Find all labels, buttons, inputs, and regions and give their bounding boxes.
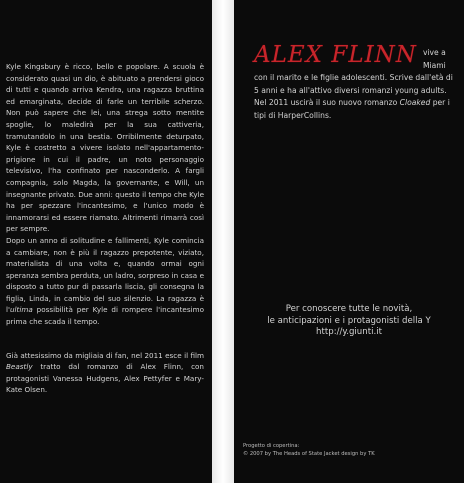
synopsis bbox=[6, 61, 204, 396]
cover-credits bbox=[243, 443, 375, 458]
film-title: Beastly bbox=[6, 362, 33, 372]
credits-line-2: © 2007 by The Heads of State Jacket design by TK bbox=[243, 450, 375, 457]
synopsis-paragraph-3: Già attesissimo da migliaia di fan, nel 2011 esce il film Beastly tratto dal romanzo di Alex Flinn, con protagonisti Vanessa Hudgens, Alex Pettyfer e Mary-Kate Olsen. bbox=[6, 350, 204, 395]
synopsis-paragraph-1: Kyle Kingsbury è ricco, bello e popolare. A scuola è considerato quasi un dio, è abituato a prendersi gioco di tutti e quando arriva Kendra, una ragazza bruttina ed emarginata, decide di farle un terribile scherzo. Non può sapere che lei, una strega sotto mentite spoglie, lo maledirà per la sua cattiveria, tramutandolo in una bestia. Orribilmente deturpato, Kyle è costretto a vivere isolato nell'appartamento-prigione in cui il padre, un noto personaggio televisivo, l'ha confinato per nasconderlo. A fargli compagnia, solo Magda, la governante, e Will, un insegnante privato. Due anni: questo il tempo che Kyle ha per spezzare l'incantesimo, e l'unico modo è innamorarsi ed essere riamato. Altrimenti rimarrà così per sempre. bbox=[6, 62, 204, 234]
website-promo bbox=[238, 304, 460, 339]
credits-line-1: Progetto di copertina: bbox=[243, 443, 300, 449]
website-line-1: Per conoscere tutte le novità, bbox=[285, 304, 413, 314]
author-logo: ALEX FLINN bbox=[254, 42, 417, 68]
author-bio: ALEX FLINN vive a Miami con il marito e le figlie adolescenti. Scrive dall'età di 5 anni e ha all'attivo diversi romanzi young adults. Nel 2011 uscirà il suo nuovo romanzo Cloaked per i tipi di HarperCollins. bbox=[254, 42, 453, 120]
page-gutter bbox=[212, 0, 234, 483]
novel-title: Cloaked bbox=[399, 98, 431, 108]
website-url[interactable]: http://y.giunti.it bbox=[316, 327, 382, 338]
website-line-2: le anticipazioni e i protagonisti della Y bbox=[267, 315, 431, 326]
synopsis-paragraph-2: Dopo un anno di solitudine e fallimenti, Kyle comincia a cambiare, non è più il ragazzo prepotente, viziato, materialista di una volta e, quando ormai ogni speranza sembra perduta, un ladro, sorpreso in casa e disposto a tutto pur di passarla liscia, gli consegna la figlia, Linda, in cambio del suo silenzio. La ragazza è l'ultima possibilità per Kyle di rompere l'incantesimo prima che scada il tempo. bbox=[6, 235, 204, 327]
